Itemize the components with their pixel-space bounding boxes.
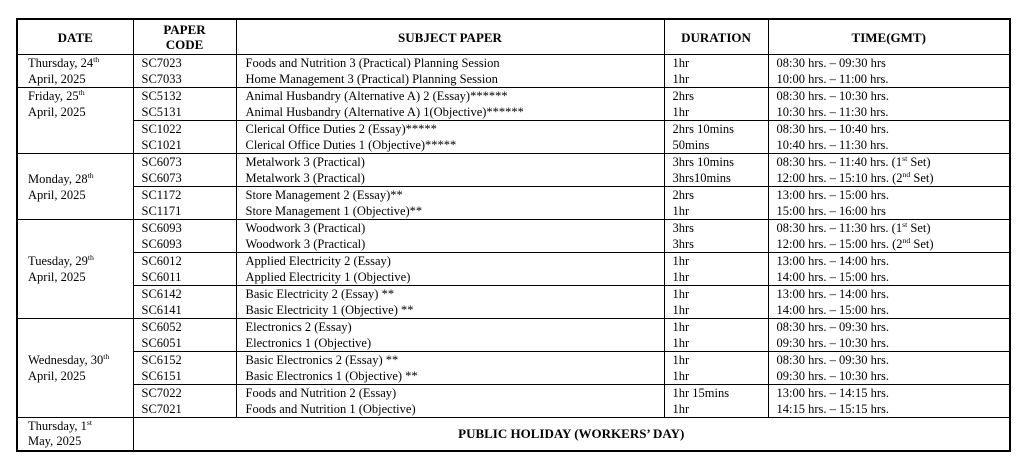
time-cell: 08:30 hrs. – 11:40 hrs. (1st Set) (768, 154, 1010, 171)
table-row (17, 352, 1010, 369)
table-row (17, 203, 1010, 220)
table-row (17, 187, 1010, 204)
time-cell: 08:30 hrs. – 10:30 hrs. (768, 88, 1010, 105)
duration-cell: 1hr (664, 286, 768, 303)
duration-cell: 1hr (664, 71, 768, 88)
duration-cell: 3hrs (664, 220, 768, 237)
duration-cell: 50mins (664, 137, 768, 154)
subject-cell: Foods and Nutrition 3 (Practical) Planning Session (236, 55, 664, 72)
paper-code-cell: SC7033 (133, 71, 236, 88)
header-cell-date: DATE (17, 19, 133, 55)
subject-cell: Woodwork 3 (Practical) (236, 236, 664, 253)
header-cell-paper-code (133, 19, 236, 55)
paper-code-cell: SC7023 (133, 55, 236, 72)
subject-cell: Applied Electricity 1 (Objective) (236, 269, 664, 286)
subject-cell: Animal Husbandry (Alternative A) 1(Objective)****** (236, 104, 664, 121)
time-cell: 13:00 hrs. – 14:00 hrs. (768, 253, 1010, 270)
time-cell: 08:30 hrs. – 11:30 hrs. (1st Set) (768, 220, 1010, 237)
paper-code-cell: SC6142 (133, 286, 236, 303)
table-row (17, 121, 1010, 138)
table-row (17, 302, 1010, 319)
duration-cell: 1hr (664, 269, 768, 286)
date-line: Monday, 28th (28, 170, 94, 186)
time-cell: 13:00 hrs. – 14:15 hrs. (768, 385, 1010, 402)
exam-timetable (16, 18, 1011, 452)
duration-cell: 3hrs10mins (664, 170, 768, 187)
time-cell: 10:30 hrs. – 11:30 hrs. (768, 104, 1010, 121)
paper-code-cell: SC6093 (133, 220, 236, 237)
paper-code-cell: SC1172 (133, 187, 236, 204)
subject-cell: Metalwork 3 (Practical) (236, 154, 664, 171)
header-cell-time: TIME(GMT) (768, 19, 1010, 55)
time-cell: 14:00 hrs. – 15:00 hrs. (768, 302, 1010, 319)
time-cell: 12:00 hrs. – 15:00 hrs. (2nd Set) (768, 236, 1010, 253)
subject-cell: Basic Electricity 1 (Objective) ** (236, 302, 664, 319)
duration-cell: 1hr (664, 55, 768, 72)
time-cell: 08:30 hrs. – 09:30 hrs. (768, 319, 1010, 336)
subject-cell: Store Management 2 (Essay)** (236, 187, 664, 204)
time-cell: 14:15 hrs. – 15:15 hrs. (768, 401, 1010, 418)
time-cell: 10:00 hrs. – 11:00 hrs. (768, 71, 1010, 88)
duration-cell: 1hr (664, 401, 768, 418)
holiday-date-cell (17, 418, 133, 452)
paper-code-cell: SC5132 (133, 88, 236, 105)
time-cell: 14:00 hrs. – 15:00 hrs. (768, 269, 1010, 286)
time-cell: 09:30 hrs. – 10:30 hrs. (768, 368, 1010, 385)
time-cell: 09:30 hrs. – 10:30 hrs. (768, 335, 1010, 352)
table-row (17, 368, 1010, 385)
holiday-row (17, 418, 1010, 452)
date-cell (17, 88, 133, 154)
subject-cell: Woodwork 3 (Practical) (236, 220, 664, 237)
date-line: April, 2025 (28, 105, 86, 119)
date-line: Thursday, 24th (28, 54, 100, 70)
duration-cell: 1hr 15mins (664, 385, 768, 402)
table-body (17, 55, 1010, 452)
header-paper-line: PAPER (163, 22, 206, 37)
subject-cell: Applied Electricity 2 (Essay) (236, 253, 664, 270)
date-line: Friday, 25th (28, 87, 85, 103)
table-row (17, 104, 1010, 121)
paper-code-cell: SC7022 (133, 385, 236, 402)
table-row (17, 55, 1010, 72)
subject-cell: Foods and Nutrition 1 (Objective) (236, 401, 664, 418)
table-row (17, 286, 1010, 303)
duration-cell: 3hrs 10mins (664, 154, 768, 171)
subject-cell: Electronics 1 (Objective) (236, 335, 664, 352)
header-cell-subject: SUBJECT PAPER (236, 19, 664, 55)
paper-code-cell: SC5131 (133, 104, 236, 121)
duration-cell: 1hr (664, 335, 768, 352)
duration-cell: 1hr (664, 302, 768, 319)
duration-cell: 1hr (664, 352, 768, 369)
time-cell: 08:30 hrs. – 09:30 hrs. (768, 352, 1010, 369)
date-line: Thursday, 1st (28, 417, 93, 433)
date-line: Tuesday, 29th (28, 252, 94, 268)
paper-code-cell: SC6051 (133, 335, 236, 352)
subject-cell: Basic Electronics 1 (Objective) ** (236, 368, 664, 385)
duration-cell: 2hrs (664, 187, 768, 204)
date-cell (17, 319, 133, 418)
duration-cell: 2hrs (664, 88, 768, 105)
time-cell: 12:00 hrs. – 15:10 hrs. (2nd Set) (768, 170, 1010, 187)
table-row (17, 220, 1010, 237)
subject-cell: Store Management 1 (Objective)** (236, 203, 664, 220)
time-cell: 08:30 hrs. – 09:30 hrs (768, 55, 1010, 72)
time-cell: 13:00 hrs. – 15:00 hrs. (768, 187, 1010, 204)
date-line: April, 2025 (28, 270, 86, 284)
date-line: April, 2025 (28, 72, 86, 86)
header-row (17, 19, 1010, 55)
paper-code-cell: SC6093 (133, 236, 236, 253)
table-row (17, 385, 1010, 402)
subject-cell: Clerical Office Duties 1 (Objective)***** (236, 137, 664, 154)
paper-code-cell: SC7021 (133, 401, 236, 418)
duration-cell: 1hr (664, 368, 768, 385)
paper-code-cell: SC6073 (133, 170, 236, 187)
date-line: April, 2025 (28, 187, 86, 202)
date-cell (17, 220, 133, 319)
paper-code-cell: SC6052 (133, 319, 236, 336)
table-row (17, 253, 1010, 270)
paper-code-cell: SC1171 (133, 203, 236, 220)
time-cell: 10:40 hrs. – 11:30 hrs. (768, 137, 1010, 154)
time-cell: 15:00 hrs. – 16:00 hrs (768, 203, 1010, 220)
subject-cell: Metalwork 3 (Practical) (236, 170, 664, 187)
date-line: April, 2025 (28, 369, 86, 383)
time-cell: 13:00 hrs. – 14:00 hrs. (768, 286, 1010, 303)
time-cell: 08:30 hrs. – 10:40 hrs. (768, 121, 1010, 138)
duration-cell: 1hr (664, 319, 768, 336)
paper-code-cell: SC6152 (133, 352, 236, 369)
table-row (17, 319, 1010, 336)
paper-code-cell: SC6011 (133, 269, 236, 286)
table-row (17, 170, 1010, 187)
paper-code-cell: SC6073 (133, 154, 236, 171)
holiday-label: PUBLIC HOLIDAY (WORKERS’ DAY) (133, 418, 1010, 452)
subject-cell: Electronics 2 (Essay) (236, 319, 664, 336)
table-header (17, 19, 1010, 55)
date-cell (17, 154, 133, 220)
duration-cell: 1hr (664, 253, 768, 270)
subject-cell: Foods and Nutrition 2 (Essay) (236, 385, 664, 402)
duration-cell: 1hr (664, 104, 768, 121)
table-row (17, 154, 1010, 171)
duration-cell: 1hr (664, 203, 768, 220)
paper-code-cell: SC6141 (133, 302, 236, 319)
paper-code-cell: SC6151 (133, 368, 236, 385)
subject-cell: Clerical Office Duties 2 (Essay)***** (236, 121, 664, 138)
subject-cell: Home Management 3 (Practical) Planning Session (236, 71, 664, 88)
header-code-line: CODE (165, 37, 204, 52)
paper-code-cell: SC1021 (133, 137, 236, 154)
subject-cell: Basic Electricity 2 (Essay) ** (236, 286, 664, 303)
subject-cell: Basic Electronics 2 (Essay) ** (236, 352, 664, 369)
date-line: May, 2025 (28, 434, 82, 448)
header-cell-duration: DURATION (664, 19, 768, 55)
duration-cell: 2hrs 10mins (664, 121, 768, 138)
paper-code-cell: SC1022 (133, 121, 236, 138)
table-row (17, 236, 1010, 253)
subject-cell: Animal Husbandry (Alternative A) 2 (Essay)****** (236, 88, 664, 105)
date-line: Wednesday, 30th (28, 351, 110, 367)
table-row (17, 335, 1010, 352)
table-row (17, 88, 1010, 105)
date-cell (17, 55, 133, 88)
table-row (17, 401, 1010, 418)
duration-cell: 3hrs (664, 236, 768, 253)
table-row (17, 269, 1010, 286)
table-row (17, 137, 1010, 154)
table-row (17, 71, 1010, 88)
paper-code-cell: SC6012 (133, 253, 236, 270)
